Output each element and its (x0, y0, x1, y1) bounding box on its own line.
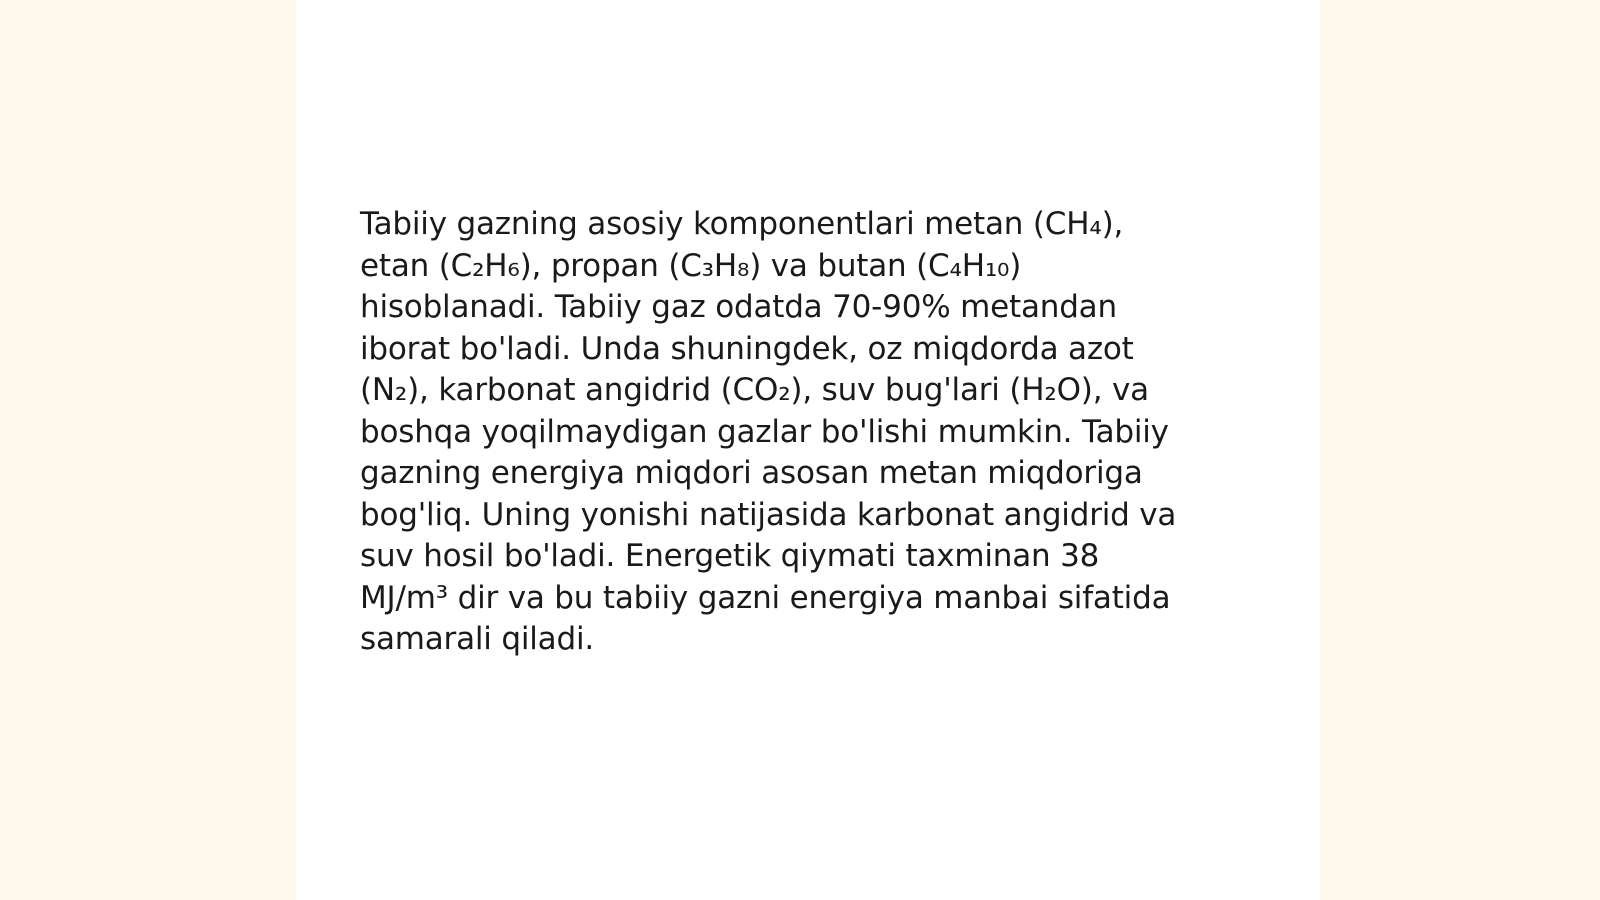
slide-body-text: Tabiiy gazning asosiy komponentlari metan (CH₄), etan (C₂H₆), propan (C₃H₈) va butan (C₄H₁₀) hisoblanadi. Tabiiy gaz odatda 70-90% metandan iborat bo'ladi. Unda shuningdek, oz miqdorda azot (N₂), karbonat angidrid (CO₂), suv bug'lari (H₂O), va boshqa yoqilmaydigan gazlar bo'lishi mumkin. Tabiiy gazning energiya miqdori asosan metan miqdoriga bog'liq. Uning yonishi natijasida karbonat angidrid va suv hosil bo'ladi. Energetik qiymati taxminan 38 MJ/m³ dir va bu tabiiy gazni energiya manbai sifatida samarali qiladi. (360, 206, 1177, 657)
